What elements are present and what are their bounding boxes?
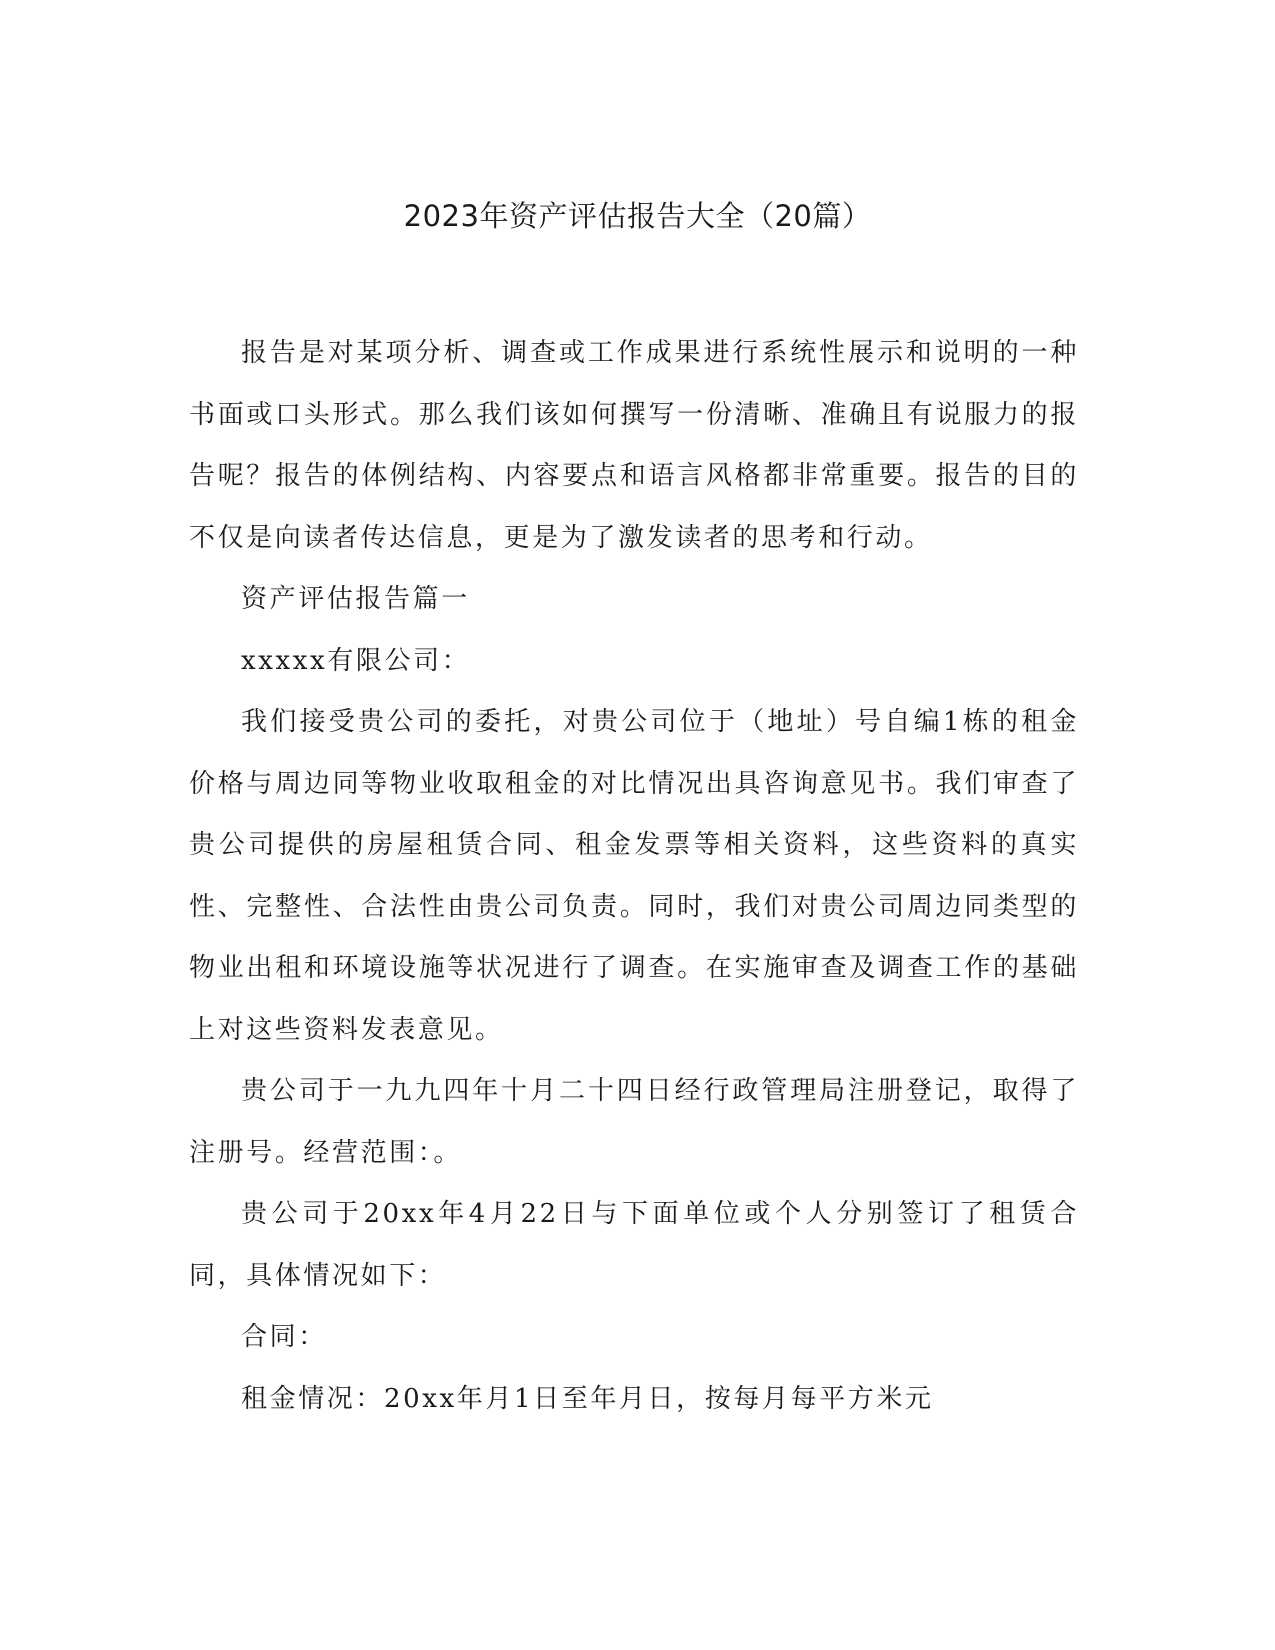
body-paragraph: 合同： [241,1322,327,1352]
document-title: 2023年资产评估报告大全（20篇） [403,199,872,233]
body-paragraph: 贵公司于20xx年4月22日与下面单位或个人分别签订了租赁合同，具体情况如下： [189,1199,1079,1291]
salutation: xxxxx有限公司： [241,645,471,676]
body-paragraph: 贵公司于一九九四年十月二十四日经行政管理局注册登记，取得了注册号。经营范围：。 [189,1076,1079,1168]
document-body [189,323,1079,1430]
body-paragraph: 我们接受贵公司的委托，对贵公司位于（地址）号自编1栋的租金价格与周边同等物业收取租金的对比情况出具咨询意见书。我们审查了贵公司提供的房屋租赁合同、租金发票等相关资料，这些资料的真实性、完整性、合法性由贵公司负责。同时，我们对贵公司周边同类型的物业出租和环境设施等状况进行了调查。在实施审查及调查工作的基础上对这些资料发表意见。 [189,707,1079,1045]
body-paragraph: 租金情况：20xx年月1日至年月日，按每月每平方米元 [241,1383,934,1414]
section-heading: 资产评估报告篇一 [241,584,470,614]
intro-paragraph: 报告是对某项分析、调查或工作成果进行系统性展示和说明的一种书面或口头形式。那么我们该如何撰写一份清晰、准确且有说服力的报告呢？报告的体例结构、内容要点和语言风格都非常重要。报告的目的不仅是向读者传达信息，更是为了激发读者的思考和行动。 [189,338,1079,553]
